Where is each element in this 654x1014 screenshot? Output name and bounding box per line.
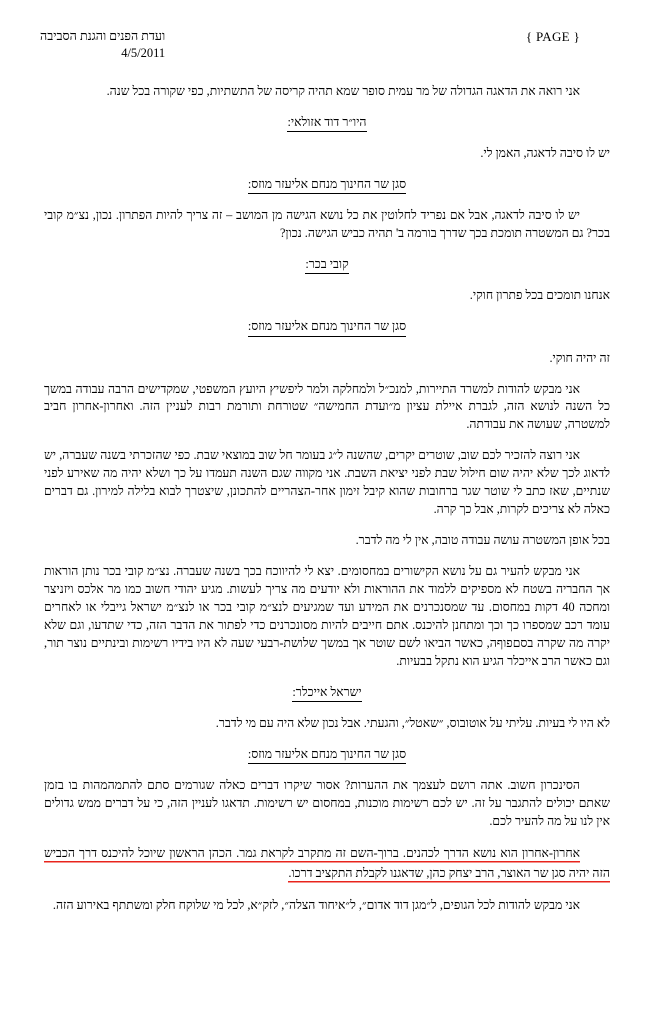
speech-paragraph: הסינכרון חשוב. אתה רושם לעצמך את ההערות? אסור שיקרו דברים כאלה שגורמים סתם להתמהמהות בו בזמן שאתם יכולים להתגבר על זה. יש לכם רשימות מוכנות, במחסום יש רשימות. תדאגו לעניין הזה, כי על דברים ממש גדולים אין לנו על מה להעיר לכם. (44, 778, 610, 829)
speaker-heading (40, 114, 614, 132)
speech-paragraph: זה יהיה חוקי. (549, 350, 610, 365)
speaker-name: סגן שר החינוך מנחם אליעזר מוזס: (248, 746, 406, 764)
red-underline-text: אחרון-אחרון הוא נושא הדרך לכהנים. ברוך-השם זה מתקרב לקראת גמר. הכהן הראשון שיוכל להיכנס דרך הכביש הזה יהיה סגן שר האוצר, הרב יצחק כהן, שדאגנו לקבלת התקציב דרכו. (44, 846, 610, 882)
document-body (40, 83, 614, 915)
speech-paragraph: אני מבקש להודות לכל הגופים, ל״מגן דוד אדום״, ל״איחוד הצלה״, לזק״א, לכל מי שלוקח חלק ומשתתף באירוע הזה. (52, 897, 580, 912)
speech-paragraph: אני רואה את הדאגה הגדולה של מר עמית סופר שמא תהיה קריסה של התשתיות, כפי שקורה בכל שנה. (106, 84, 580, 98)
speech-paragraph: אנחנו תומכים בכל פתרון חוקי. (469, 288, 610, 303)
speaker-heading (40, 746, 614, 764)
speaker-name: ישראל אייכלר: (292, 684, 361, 702)
speaker-heading (40, 684, 614, 702)
page-number-field: { PAGE } (525, 29, 580, 44)
document-header (40, 28, 614, 61)
speaker-heading (40, 256, 614, 274)
header-committee-info (40, 28, 165, 61)
speech-paragraph: לא היו לי בעיות. עליתי על אוטובוס, ״שאטל״, והגעתי. אבל נכון שלא היה עם מי לדבר. (215, 716, 610, 731)
speech-paragraph: אני רוצה להזכיר לכם שוב, שוטרים יקרים, שהשנה ל״ג בעומר חל שוב במוצאי שבת. כפי שהזכרתי בשנה שעברה, יש לדאוג לכך שלא יהיה שום חילול שבת לפני יציאת השבת. אני מקווה שגם השנה תעמדו על כך ושלא יהיה מה שאירע לפני שנתיים, שאז כתב לי שוטר שגר ברחובות שהוא קיבל זימון אחר-הצהריים להתכונן, שיצטרך לבוא בלילה למירון. גם דברים כאלה לא צריכים לקרות, אבל כך קרה. (44, 448, 610, 517)
speaker-name: סגן שר החינוך מנחם אליעזר מוזס: (248, 176, 406, 194)
speech-paragraph: אני מבקש להעיר גם על נושא הקישורים במחסומים. יצא לי להיווכח בכך בשנה שעברה. נצ״מ קובי בכר נותן הוראות אך החבריה בשטח לא מספיקים ללמוד את ההוראות ולא יודעים מה צריך לעשות. מגיע יהודי חשוב כמו מר אלכס ויזניצר ומחכה 40 דקות במחסום. עד שמסנכרנים את המידע ועד שמגיעים לנצ״מ קובי בכר או לנצ״מ ישראל גייבלי או לאחרים עומד רכב שמספרו כך וכך ומתחנן להיכנס. אתם חייבים להיות מסונכרנים כדי לפתור את הדבר הזה, כדי שתדעו, וגם שלא יקרה מה שקרה בסםפוףה, כאשר הביאו לשם שוטר אך במשך שלושת-רבעי שעה לא היו בידיו רשימות ובינתיים נוצר תור, וגם כאשר הרב אייכלר הגיע הוא נתקל בבעיות. (44, 564, 610, 668)
document-date: 4/5/2011 (121, 45, 166, 60)
speech-paragraph: אני מבקש להודות למשרד התיירות, למנכ״ל ולמחלקה ולמר ליפשיץ היועץ המשפטי, שמקדישים הרבה עבודה במשך כל השנה לנושא הזה, לגברת איילת עציון מ״ועדת החמישה״ שטורחת ותורמת רבות לעניין הזה. ואחרון-אחרון חביב למשטרה, שעושה את עבודתה. (44, 381, 610, 432)
speech-paragraph: יש לו סיבה לדאגה, האמן לי. (480, 146, 610, 161)
committee-name: ועדת הפנים והגנת הסביבה (40, 29, 166, 43)
speaker-heading (40, 318, 614, 336)
speaker-heading (40, 176, 614, 194)
speech-paragraph: יש לו סיבה לדאגה, אבל אם נפריד לחלוטין את כל נושא הגישה מן המושב – זה צריך להיות הפתרון. נכון, נצ״מ קובי בכר? גם המשטרה תומכת בכך שדרך בורמה ב' תהיה כביש הגישה. נכון? (44, 208, 610, 241)
speaker-name: היו״ר דוד אזולאי: (287, 114, 366, 132)
speech-paragraph: בכל אופן המשטרה עושה עבודה טובה, אין לי מה לדבר. (355, 533, 610, 548)
speaker-name: קובי בכר: (305, 256, 348, 274)
speaker-name: סגן שר החינוך מנחם אליעזר מוזס: (248, 318, 406, 336)
highlighted-paragraph (40, 844, 614, 884)
